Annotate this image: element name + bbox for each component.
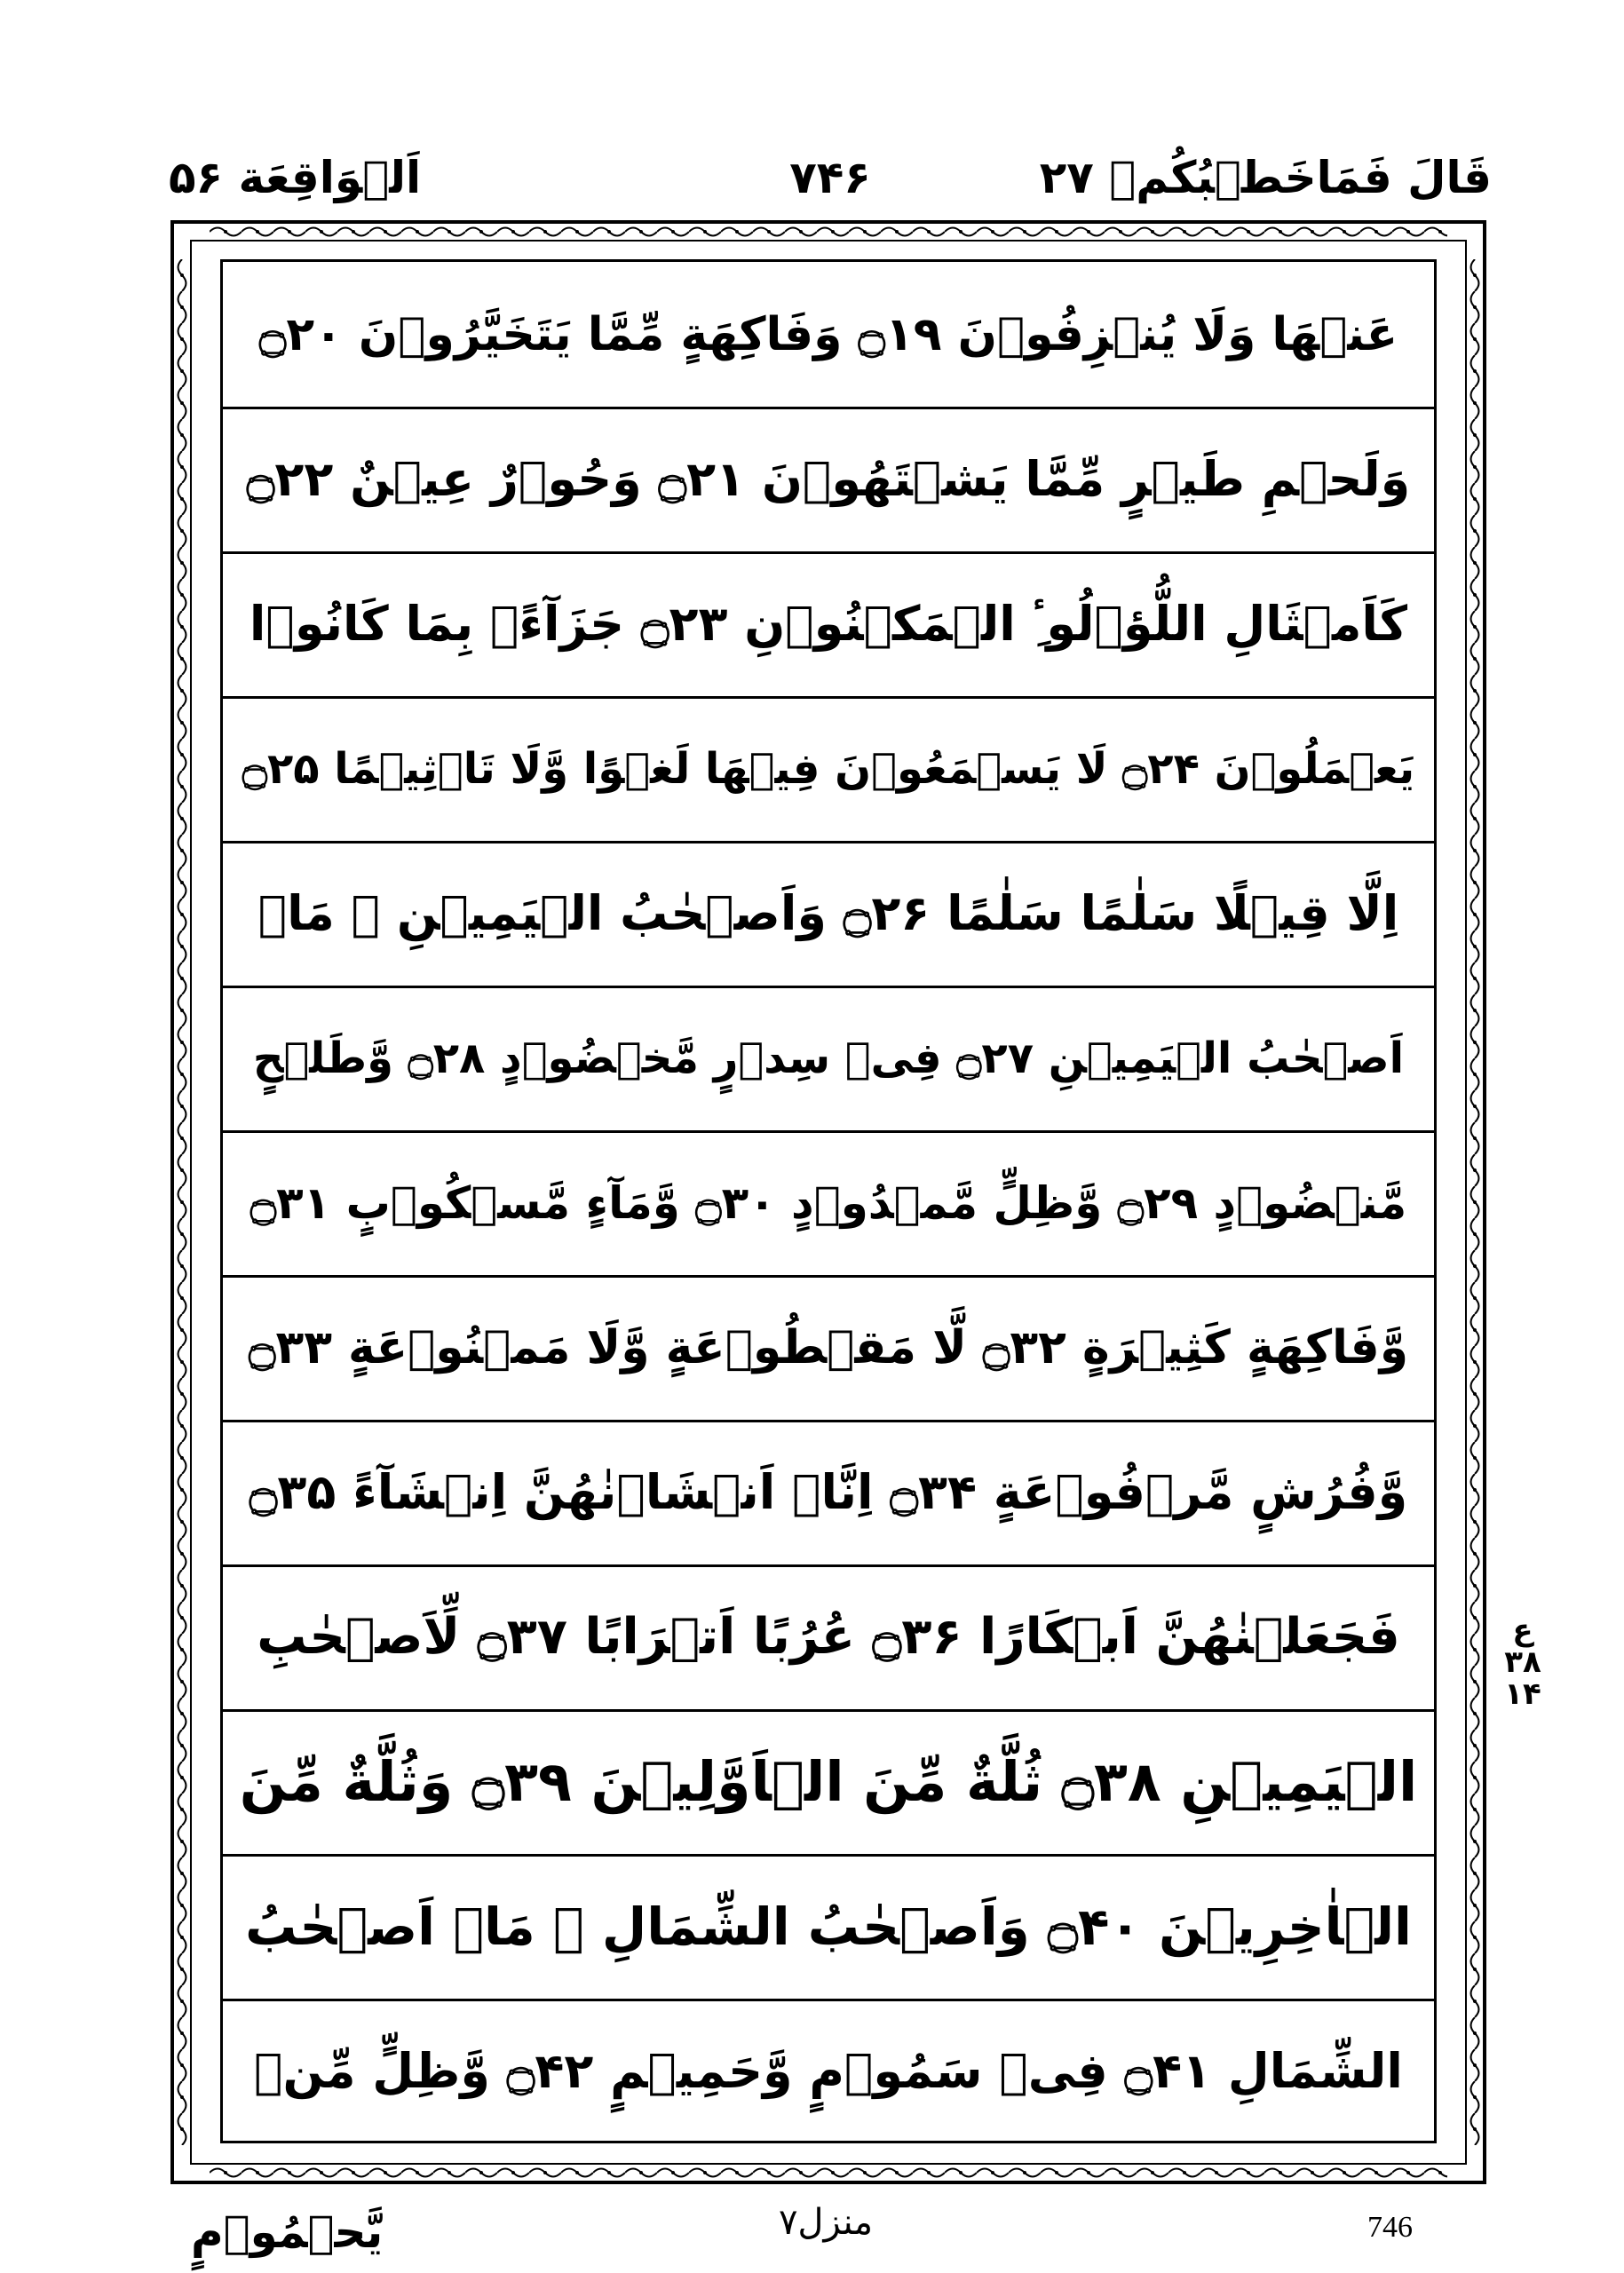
line-text: مَّنۡضُوۡدٍ ۝۲۹ وَّظِلٍّ مَّمۡدُوۡدٍ ۝۳۰ وَّمَآءٍ مَّسۡكُوۡبٍ ۝۳۱	[250, 1176, 1407, 1229]
page-number-arabic: ۷۴۶	[789, 152, 871, 203]
page-number: 746	[1367, 2211, 1413, 2244]
line-text: الشِّمَالِ ۝۴۱ فِىۡ سَمُوۡمٍ وَّحَمِيۡمٍ ۝۴۲ وَّظِلٍّ مِّنۡ	[254, 2043, 1403, 2099]
line-text: وَلَحۡمِ طَيۡرٍ مِّمَّا يَشۡتَهُوۡنَ ۝۲۱ وَحُوۡرٌ عِيۡنٌ ۝۲۲	[246, 451, 1411, 507]
text-line-7	[223, 1130, 1434, 1275]
border-ornament-right	[1467, 259, 1483, 2145]
ruku-marker	[1496, 1614, 1549, 1712]
text-line-1	[223, 262, 1434, 407]
juz-name: قَالَ فَمَاخَطۡبُكُمۡ ۲۷	[1039, 152, 1492, 203]
line-text: عَنۡهَا وَلَا يُنۡزِفُوۡنَ ۝۱۹ وَفَاكِهَةٍ مِّمَّا يَتَخَيَّرُوۡنَ ۝۲۰	[258, 307, 1398, 361]
text-line-2	[223, 407, 1434, 551]
line-text: وَّفَاكِهَةٍ كَثِيۡرَةٍ ۝۳۲ لَّا مَقۡطُوۡعَةٍ وَّلَا مَمۡنُوۡعَةٍ ۝۳۳	[248, 1320, 1409, 1374]
text-line-12	[223, 1854, 1434, 1999]
ruku-sign: ع	[1512, 1612, 1533, 1648]
line-text: فَجَعَلۡنٰهُنَّ اَبۡكَارًا ۝۳۶ عُرُبًا اَتۡرَابًا ۝۳۷ لِّاَصۡحٰبِ	[257, 1608, 1400, 1666]
text-line-10	[223, 1564, 1434, 1709]
text-line-4	[223, 696, 1434, 841]
ruku-number: ۳۸	[1504, 1644, 1541, 1680]
text-line-13	[223, 1999, 1434, 2143]
text-line-9	[223, 1420, 1434, 1564]
line-text: اَصۡحٰبُ الۡيَمِيۡنِ ۝۲۷ فِىۡ سِدۡرٍ مَّخۡضُوۡدٍ ۝۲۸ وَّطَلۡحٍ	[252, 1033, 1405, 1083]
surah-name: اَلۡوَاقِعَة ۵۶	[169, 152, 422, 203]
border-ornament-top	[210, 224, 1447, 240]
line-text: وَّفُرُشٍ مَّرۡفُوۡعَةٍ ۝۳۴ اِنَّاۤ اَنۡشَاۡنٰهُنَّ اِنۡشَآءً ۝۳۵	[249, 1464, 1408, 1520]
page-header	[169, 142, 1492, 213]
text-line-3	[223, 551, 1434, 696]
text-block	[220, 259, 1437, 2143]
catchword: يَّحۡمُوۡمٍ	[191, 2206, 384, 2258]
text-line-6	[223, 986, 1434, 1130]
border-ornament-left	[174, 259, 190, 2145]
text-line-11	[223, 1709, 1434, 1854]
border-ornament-bottom	[210, 2165, 1447, 2181]
line-text: الۡيَمِيۡنِ ۝۳۸ ثُلَّةٌ مِّنَ الۡاَوَّلِيۡنَ ۝۳۹ وَثُلَّةٌ مِّنَ	[239, 1749, 1418, 1814]
manzil-label: منزل۷	[778, 2202, 874, 2243]
text-line-8	[223, 1275, 1434, 1420]
text-line-5	[223, 841, 1434, 986]
line-text: الۡاٰخِرِيۡنَ ۝۴۰ وَاَصۡحٰبُ الشِّمَالِ ۙ مَاۤ اَصۡحٰبُ	[245, 1896, 1412, 1957]
line-text: اِلَّا قِيۡلًا سَلٰمًا سَلٰمًا ۝۲۶ وَاَصۡحٰبُ الۡيَمِيۡنِ ۙ مَاۤ	[257, 885, 1399, 941]
ruku-count: ۱۴	[1504, 1676, 1541, 1712]
line-text: يَعۡمَلُوۡنَ ۝۲۴ لَا يَسۡمَعُوۡنَ فِيۡهَا لَغۡوًا وَّلَا تَاۡثِيۡمًا ۝۲۵	[242, 743, 1415, 794]
line-text: كَاَمۡثَالِ اللُّؤۡلُوٴِ الۡمَكۡنُوۡنِ ۝۲۳ جَزَآءًۢ بِمَا كَانُوۡا	[249, 596, 1408, 652]
